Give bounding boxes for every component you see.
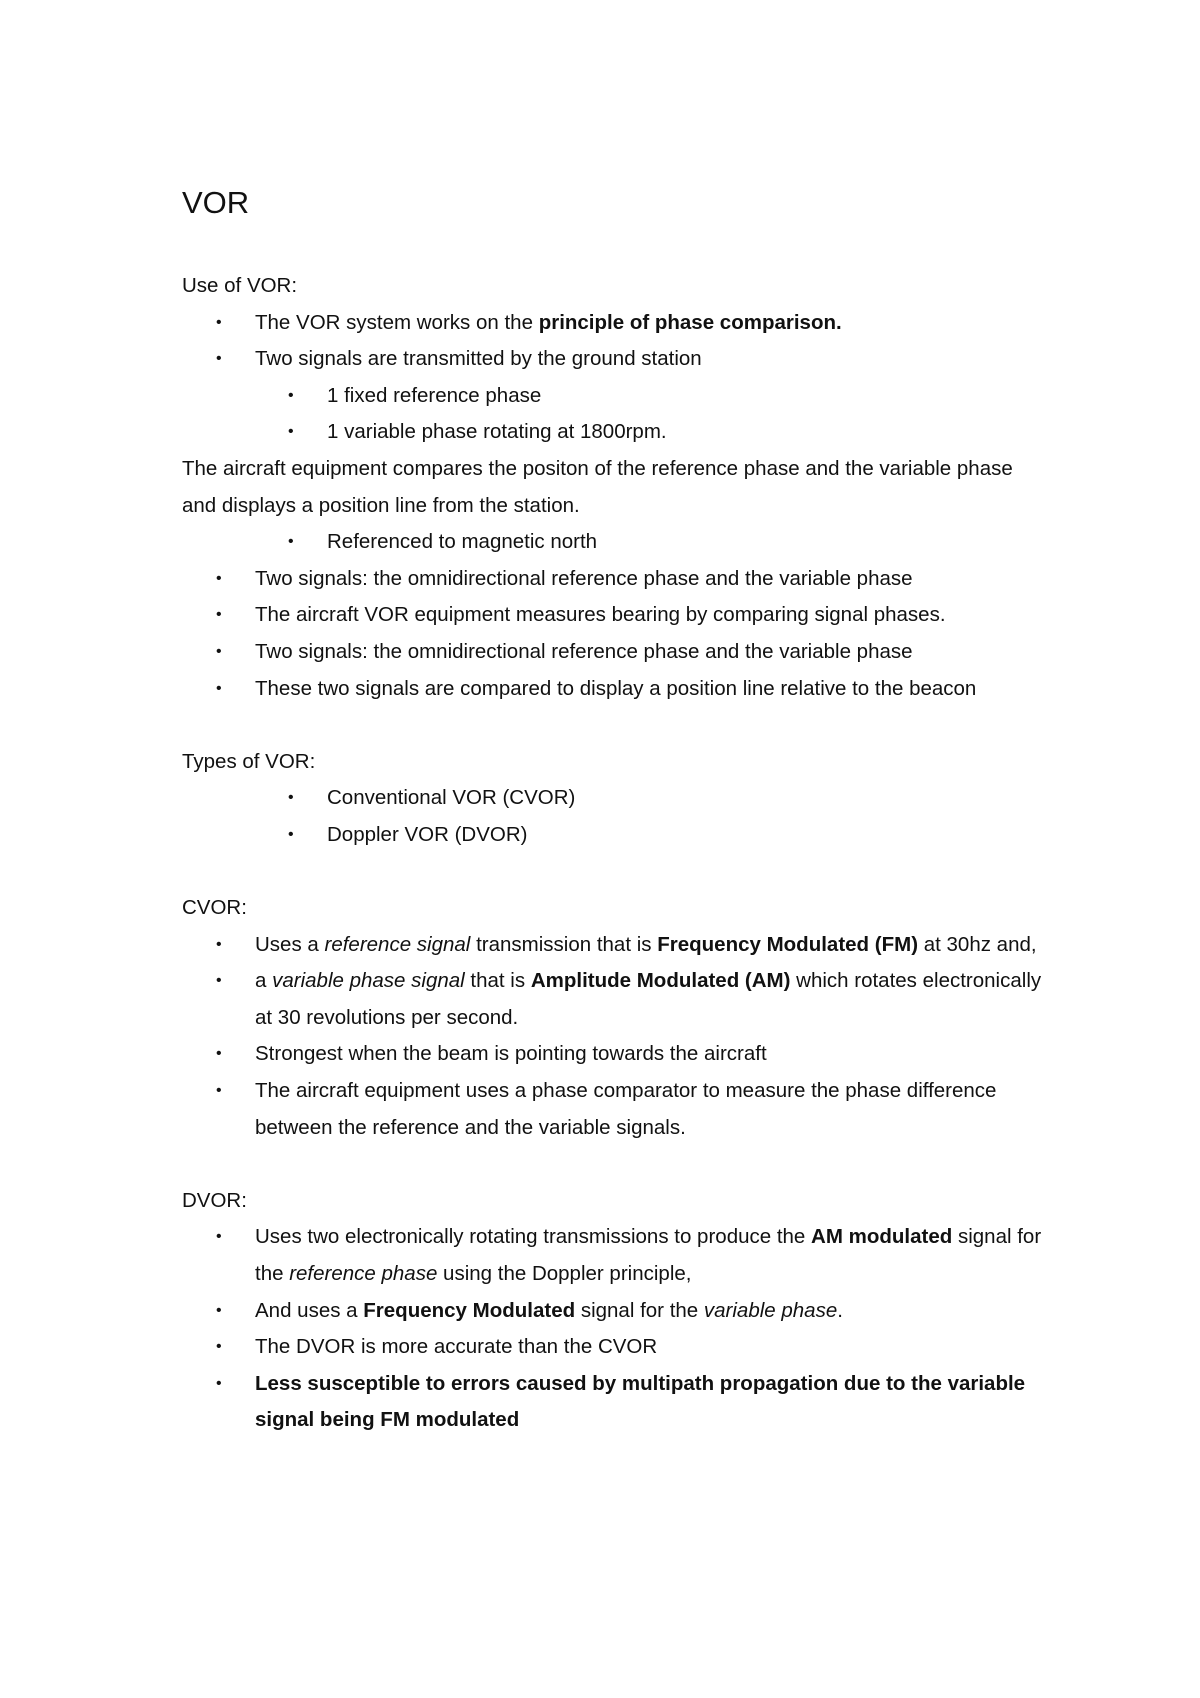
bullet-icon: • bbox=[288, 789, 294, 807]
use-sub-bullets-2 bbox=[182, 524, 1042, 561]
use-bullet-6: • These two signals are compared to display a position line relative to the beacon bbox=[182, 671, 1042, 708]
spacer bbox=[182, 854, 1042, 891]
dvor-bullet-4: • Less susceptible to errors caused by multipath propagation due to the variable signal being FM modulated bbox=[182, 1366, 1042, 1439]
cvor-bullet-2: • a variable phase signal that is Amplitude Modulated (AM) which rotates electronically at 30 revolutions per second. bbox=[182, 963, 1042, 1036]
use-sub-bullet-2: • 1 variable phase rotating at 1800rpm. bbox=[182, 414, 1042, 451]
bullet-icon: • bbox=[288, 386, 294, 404]
use-bullet-4: • The aircraft VOR equipment measures bearing by comparing signal phases. bbox=[182, 597, 1042, 634]
bullet-icon: • bbox=[216, 1301, 222, 1319]
cvor-bullets bbox=[182, 927, 1042, 1147]
dvor-heading: DVOR: bbox=[182, 1188, 247, 1212]
dvor-bullet-3: • The DVOR is more accurate than the CVOR bbox=[182, 1329, 1042, 1366]
spacer bbox=[182, 1146, 1042, 1183]
bullet-icon: • bbox=[216, 1338, 222, 1356]
use-sub-bullet-1: • 1 fixed reference phase bbox=[182, 378, 1042, 415]
bullet-icon: • bbox=[288, 825, 294, 843]
bullet-icon: • bbox=[216, 569, 222, 587]
types-of-vor-heading: Types of VOR: bbox=[182, 749, 316, 773]
use-sub-bullet-3: • Referenced to magnetic north bbox=[182, 524, 1042, 561]
use-bullets-1 bbox=[182, 305, 1042, 378]
dvor-bullet-2: • And uses a Frequency Modulated signal for the variable phase. bbox=[182, 1293, 1042, 1330]
cvor-bullet-3: • Strongest when the beam is pointing towards the aircraft bbox=[182, 1036, 1042, 1073]
use-bullet-1: • The VOR system works on the principle of phase comparison. bbox=[182, 305, 1042, 342]
use-bullet-5: • Two signals: the omnidirectional reference phase and the variable phase bbox=[182, 634, 1042, 671]
types-bullet-2: • Doppler VOR (DVOR) bbox=[182, 817, 1042, 854]
use-of-vor-heading: Use of VOR: bbox=[182, 274, 298, 297]
use-bullet-2: • Two signals are transmitted by the ground station bbox=[182, 341, 1042, 378]
use-paragraph: The aircraft equipment compares the positon of the reference phase and the variable phase and displays a position line from the station. bbox=[182, 456, 1013, 517]
cvor-bullet-1: • Uses a reference signal transmission that is Frequency Modulated (FM) at 30hz and, bbox=[182, 927, 1042, 964]
types-bullet-1: • Conventional VOR (CVOR) bbox=[182, 780, 1042, 817]
cvor-bullet-4: • The aircraft equipment uses a phase comparator to measure the phase difference between the reference and the variable signals. bbox=[182, 1073, 1042, 1146]
bullet-icon: • bbox=[216, 1228, 222, 1246]
bullet-icon: • bbox=[216, 642, 222, 660]
dvor-bullet-1: • Uses two electronically rotating transmissions to produce the AM modulated signal for the reference phase using the Doppler principle, bbox=[182, 1219, 1042, 1292]
use-bullets-2 bbox=[182, 561, 1042, 707]
bullet-icon: • bbox=[216, 972, 222, 990]
document-page bbox=[182, 178, 1042, 1439]
bullet-icon: • bbox=[216, 935, 222, 953]
bullet-icon: • bbox=[216, 350, 222, 368]
document-title: VOR bbox=[182, 185, 250, 220]
types-bullets bbox=[182, 780, 1042, 853]
bullet-icon: • bbox=[216, 1374, 222, 1392]
dvor-bullets bbox=[182, 1219, 1042, 1439]
cvor-heading: CVOR: bbox=[182, 896, 247, 920]
bullet-icon: • bbox=[216, 679, 222, 697]
bullet-icon: • bbox=[288, 533, 294, 551]
bullet-icon: • bbox=[216, 1045, 222, 1063]
use-sub-bullets-1 bbox=[182, 378, 1042, 451]
bullet-icon: • bbox=[216, 606, 222, 624]
bullet-icon: • bbox=[288, 423, 294, 441]
bullet-icon: • bbox=[216, 1082, 222, 1100]
bullet-icon: • bbox=[216, 313, 222, 331]
spacer bbox=[182, 707, 1042, 744]
use-bullet-3: • Two signals: the omnidirectional reference phase and the variable phase bbox=[182, 561, 1042, 598]
